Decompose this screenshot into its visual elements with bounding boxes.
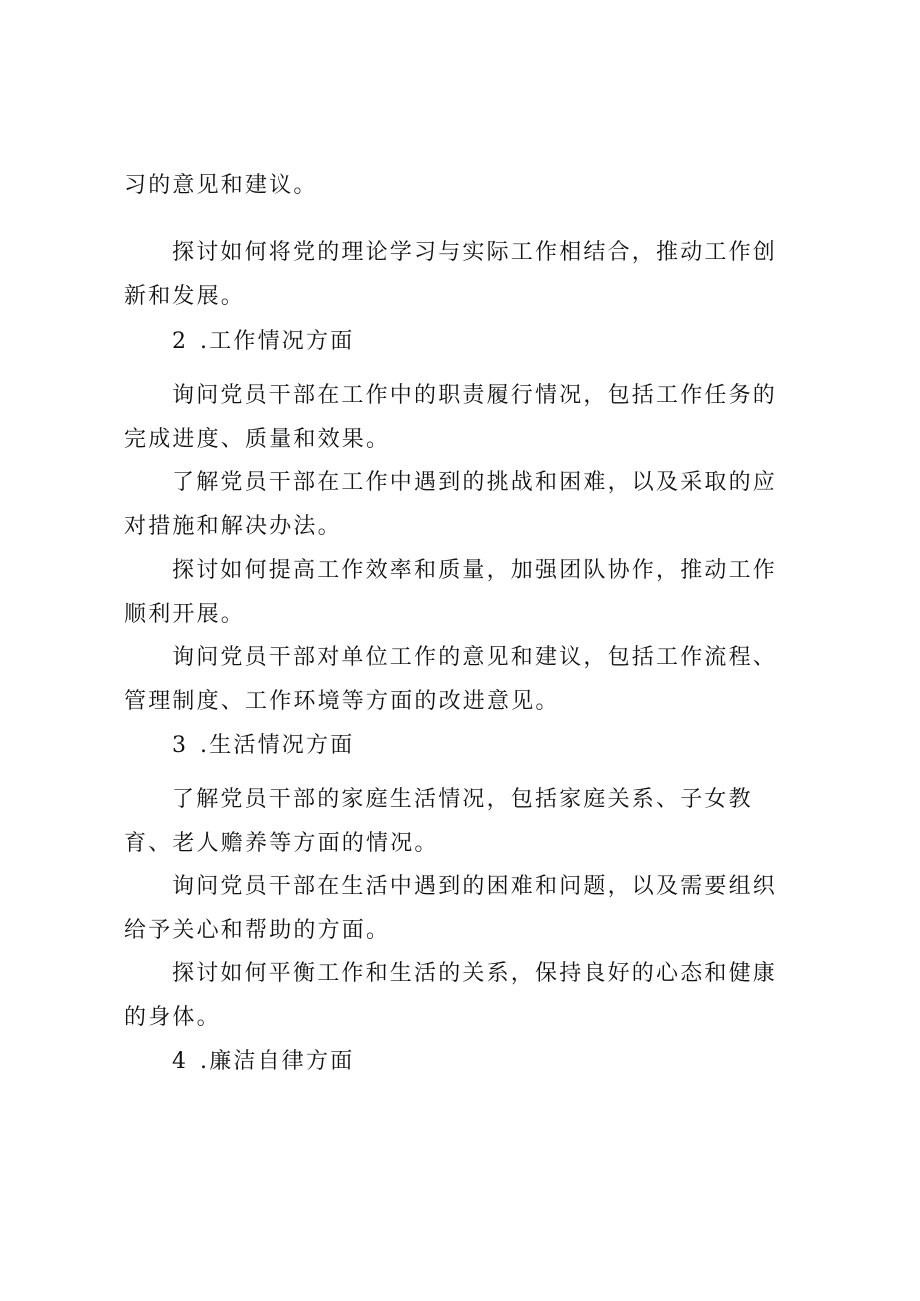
- section-number: 2: [172, 329, 189, 354]
- paragraph-duty-performance: 询问党员干部在工作中的职责履行情况，包括工作任务的完成进度、质量和效果。: [124, 383, 778, 452]
- section-number: 3: [172, 733, 189, 758]
- paragraph-work-life-balance: 探讨如何平衡工作和生活的关系，保持良好的心态和健康的身体。: [124, 961, 778, 1030]
- section-number: 4: [172, 1049, 189, 1074]
- section-heading-work: [172, 320, 792, 364]
- section-heading-integrity: [172, 1040, 792, 1084]
- paragraph-challenges: 了解党员干部在工作中遇到的挑战和困难，以及采取的应对措施和解决办法。: [124, 470, 778, 539]
- paragraph-continuation: 习的意见和建议。: [124, 173, 318, 198]
- paragraph-efficiency: 探讨如何提高工作效率和质量，加强团队协作，推动工作顺利开展。: [124, 558, 778, 627]
- paragraph-suggestions: 询问党员干部对单位工作的意见和建议，包括工作流程、管理制度、工作环境等方面的改进意见。: [124, 645, 778, 714]
- section-title: .工作情况方面: [200, 329, 355, 354]
- paragraph-theory-practice: 探讨如何将党的理论学习与实际工作相结合，推动工作创新和发展。: [124, 240, 778, 309]
- paragraph-family-life: 了解党员干部的家庭生活情况，包括家庭关系、子女教育、老人赡养等方面的情况。: [124, 787, 753, 856]
- section-heading-life: [172, 724, 792, 768]
- paragraph-life-difficulties: 询问党员干部在生活中遇到的困难和问题，以及需要组织给予关心和帮助的方面。: [124, 874, 778, 943]
- section-title: .生活情况方面: [200, 733, 355, 758]
- section-title: .廉洁自律方面: [200, 1049, 355, 1074]
